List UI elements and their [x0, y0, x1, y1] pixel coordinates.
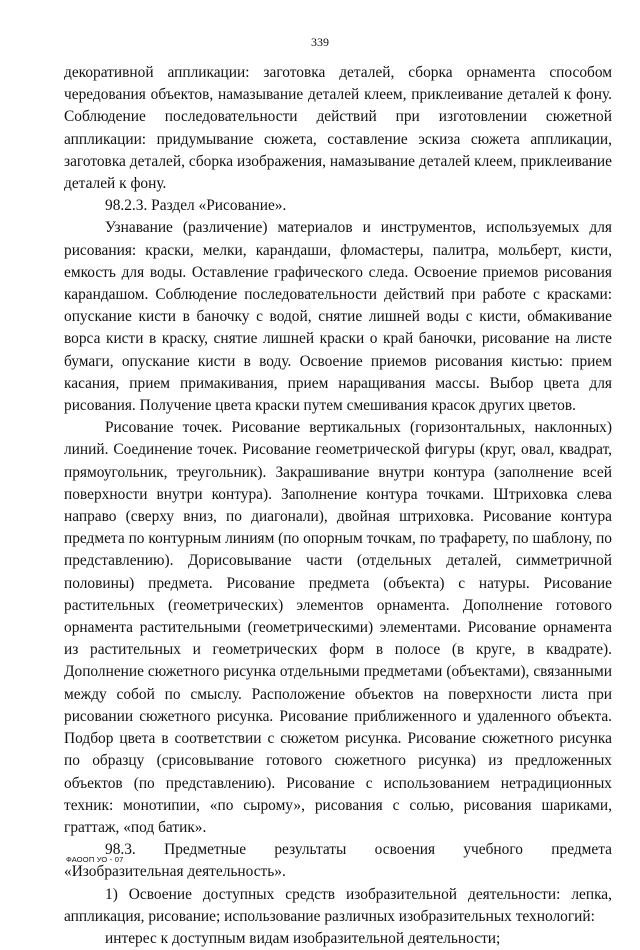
list-item-interest: интерес к доступным видам изобразительной деятельности; [105, 929, 501, 947]
paragraph-drawing-materials: Узнавание (различение) материалов и инструментов, используемых для рисования: краски, мелки, карандаши, фломастеры, палитра, мольберт, кисти, емкость для воды. Оставление графического следа. Освоение приемов рисования карандашом. Соблюдение последовательности действий при работе с красками: опускание кисти в баночку с водой, снятие лишней воды с кисти, обмакивание ворса кисти в краску, снятие лишней краски о край баночки, рисование на листе бумаги, опускание кисти в воду. Освоение приемов рисования кистью: прием касания, прием примакивания, прием наращивания массы. Выбор цвета для рисования. Получение цвета краски путем смешивания красок других цветов. [64, 219, 612, 415]
section-heading-drawing: 98.2.3. Раздел «Рисование». [105, 197, 287, 215]
paragraph-drawing-techniques: Рисование точек. Рисование вертикальных (горизонтальных, наклонных) линий. Соединение точек. Рисование геометрической фигуры (круг, овал, квадрат, прямоугольник, треугольник). Закрашивание внутри контура (заполнение всей поверхности внутри контура). Заполнение контура точками. Штриховка слева направо (сверху вниз, по диагонали), двойная штриховка. Рисование контура предмета по контурным линиям (по опорным точкам, по трафарету, по шаблону, по представлению). Дорисовывание части (отдельных деталей, симметричной половины) предмета. Рисование предмета (объекта) с натуры. Рисование растительных (геометрических) элементов орнамента. Дополнение готового орнамента растительными (геометрическими) элементами. Рисование орнамента из растительных и геометрических форм в полосе (в круге, в квадрате). Дополнение сюжетного рисунка отдельными предметами (объектами), связанными между собой по смыслу. Расположение объектов на поверхности листа при рисовании сюжетного рисунка. Рисование приближенного и удаленного объекта. Подбор цвета в соответствии с сюжетом рисунка. Рисование сюжетного рисунка по образцу (срисовывание готового сюжетного рисунка) из предложенных объектов (по представлению). Рисование с использованием нетрадиционных техник: монотипии, «по сырому», рисования с солью, рисования шариками, граттаж, «под батик». [64, 419, 612, 836]
paragraph-applique-continuation: декоративной аппликации: заготовка деталей, сборка орнамента способом чередования объектов, намазывание деталей клеем, приклеивание деталей к фону. Соблюдение последовательности действий при изготовлении сюжетной аппликации: придумывание сюжета, составление эскиза сюжета аппликации, заготовка деталей, сборка изображения, намазывание деталей клеем, приклеивание деталей к фону. [64, 64, 612, 193]
document-body [64, 62, 612, 950]
list-item-1: 1) Освоение доступных средств изобразительной деятельности: лепка, аппликация, рисование; использование различных изобразительных технологий: [64, 885, 612, 925]
paragraph-subject-results: 98.3. Предметные результаты освоения учебного предмета «Изобразительная деятельность». [64, 841, 612, 881]
page-number: 339 [311, 35, 329, 49]
document-footer-code: ФАООП УО - 07 [66, 855, 124, 864]
